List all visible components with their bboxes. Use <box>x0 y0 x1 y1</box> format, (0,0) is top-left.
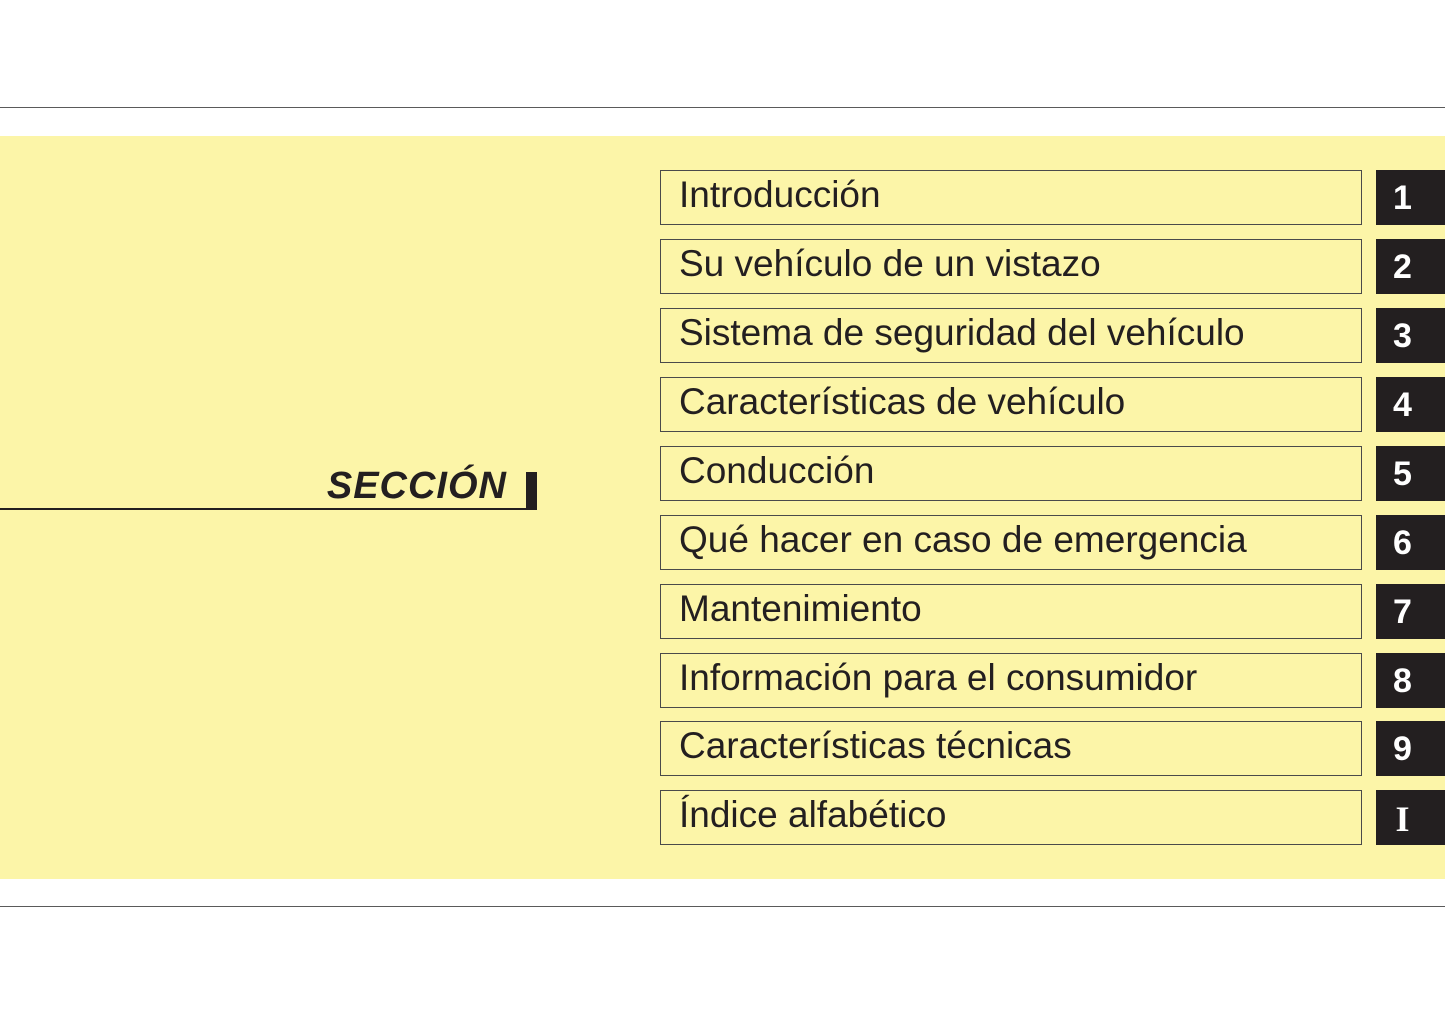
section-heading-marker <box>526 472 537 509</box>
toc-tab-4[interactable]: 4 <box>1376 377 1445 432</box>
toc-item-label: Características de vehículo <box>679 381 1126 422</box>
bottom-rule <box>0 906 1445 907</box>
toc-item-box <box>660 170 1362 225</box>
toc-item-label: Qué hacer en caso de emergencia <box>679 519 1247 560</box>
section-heading <box>0 462 537 510</box>
toc-item-label: Su vehículo de un vistazo <box>679 243 1101 284</box>
toc-item-tecnicas[interactable] <box>660 721 1445 776</box>
toc-tab-1[interactable]: 1 <box>1376 170 1445 225</box>
toc-item-introduccion[interactable] <box>660 170 1445 225</box>
toc-item-box <box>660 721 1362 776</box>
toc-tab-7[interactable]: 7 <box>1376 584 1445 639</box>
toc-item-label: Introducción <box>679 174 881 215</box>
toc-item-emergencia[interactable] <box>660 515 1445 570</box>
toc-item-indice[interactable] <box>660 790 1445 845</box>
toc-item-label: Conducción <box>679 450 875 491</box>
toc-item-mantenimiento[interactable] <box>660 584 1445 639</box>
toc-item-box <box>660 515 1362 570</box>
toc-item-label: Sistema de seguridad del vehículo <box>679 312 1245 353</box>
toc-item-label: Información para el consumidor <box>679 657 1198 698</box>
toc-tab-5[interactable]: 5 <box>1376 446 1445 501</box>
toc-item-consumidor[interactable] <box>660 653 1445 708</box>
toc-item-box <box>660 239 1362 294</box>
toc-item-box <box>660 584 1362 639</box>
toc-tab-index[interactable]: I <box>1376 790 1445 845</box>
section-heading-label: SECCIÓN <box>326 465 507 507</box>
toc-item-box <box>660 790 1362 845</box>
toc-item-box <box>660 377 1362 432</box>
top-rule <box>0 107 1445 108</box>
toc-item-vistazo[interactable] <box>660 239 1445 294</box>
toc-item-box <box>660 653 1362 708</box>
toc-item-caracteristicas[interactable] <box>660 377 1445 432</box>
toc-item-seguridad[interactable] <box>660 308 1445 363</box>
toc-tab-8[interactable]: 8 <box>1376 653 1445 708</box>
toc-tab-6[interactable]: 6 <box>1376 515 1445 570</box>
toc-item-box <box>660 308 1362 363</box>
toc-tab-3[interactable]: 3 <box>1376 308 1445 363</box>
toc-item-label: Mantenimiento <box>679 588 922 629</box>
toc-item-box <box>660 446 1362 501</box>
toc-item-label: Índice alfabético <box>679 794 947 835</box>
toc-tab-9[interactable]: 9 <box>1376 721 1445 776</box>
toc-tab-2[interactable]: 2 <box>1376 239 1445 294</box>
toc-item-label: Características técnicas <box>679 725 1072 766</box>
toc-item-conduccion[interactable] <box>660 446 1445 501</box>
